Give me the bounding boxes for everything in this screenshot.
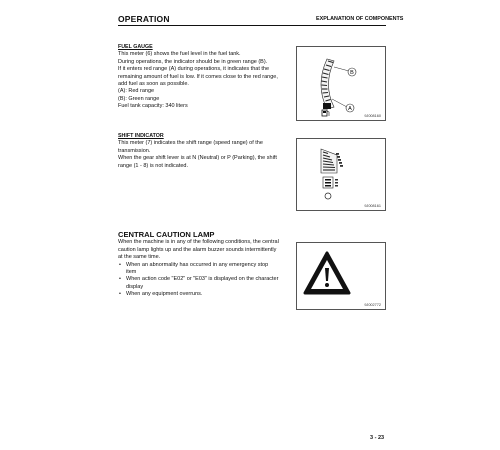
fuel-gauge-section bbox=[118, 44, 280, 111]
fuel-gauge-line: (B): Green range bbox=[118, 95, 160, 102]
list-item: • When any equipment overruns. bbox=[118, 291, 280, 298]
fuel-gauge-line: If it enters red range (A) during operations, it indicates that the remaining amount of fuel is low. If it comes close to the red range, add fuel as soon as possible. bbox=[118, 66, 278, 88]
fuel-gauge-line: (A): Red range bbox=[118, 88, 155, 95]
shift-indicator-illustration bbox=[297, 139, 385, 210]
fuel-gauge-heading: FUEL GAUGE bbox=[118, 44, 153, 50]
shift-indicator-line: When the gear shift lever is at N (Neutral) or P (Parking), the shift range (1 - 8) is not indicated. bbox=[118, 155, 277, 169]
fuel-pump-icon bbox=[322, 110, 329, 116]
shift-indicator-line: This meter (7) indicates the shift range (speed range) of the transmission. bbox=[118, 140, 263, 154]
shift-indicator-heading: SHIFT INDICATOR bbox=[118, 133, 164, 139]
warning-triangle-icon bbox=[305, 253, 349, 293]
fuel-gauge-line: During operations, the indicator should be in green range (B). bbox=[118, 58, 268, 65]
caution-lamp-list bbox=[118, 262, 280, 299]
callout-b-label: B bbox=[350, 70, 354, 76]
section-title: OPERATION bbox=[118, 14, 170, 24]
header-rule bbox=[118, 25, 386, 26]
fuel-gauge-line: Fuel tank capacity: 340 liters bbox=[118, 103, 188, 110]
list-item: • When action code "E02" or "E03" is displayed on the character display bbox=[118, 276, 280, 291]
caution-lamp-figure bbox=[296, 242, 386, 310]
chapter-title: EXPLANATION OF COMPONENTS bbox=[316, 16, 404, 22]
list-item: • When an abnormality has occurred in any emergency stop item bbox=[118, 262, 280, 277]
callout-a-label: A bbox=[348, 106, 352, 112]
figure-caption: 9J002772 bbox=[364, 303, 381, 307]
indicator-lamp-icon bbox=[325, 193, 331, 199]
caution-lamp-heading: CENTRAL CAUTION LAMP bbox=[118, 230, 215, 239]
warning-triangle-illustration bbox=[297, 243, 385, 309]
caution-lamp-section bbox=[118, 231, 280, 299]
caution-lamp-intro: When the machine is in any of the following conditions, the central caution lamp lights up and the alarm buzzer sounds intermittently at the same time. bbox=[118, 239, 279, 261]
figure-caption: 9J008160 bbox=[364, 114, 381, 118]
shift-indicator-figure bbox=[296, 138, 386, 211]
fuel-gauge-illustration bbox=[297, 47, 385, 120]
shift-indicator-section bbox=[118, 133, 280, 170]
fuel-gauge-line: This meter (6) shows the fuel level in the fuel tank. bbox=[118, 51, 241, 58]
page-number: 3 - 23 bbox=[370, 435, 385, 441]
figure-caption: 9J008161 bbox=[364, 204, 381, 208]
fuel-gauge-figure bbox=[296, 46, 386, 121]
